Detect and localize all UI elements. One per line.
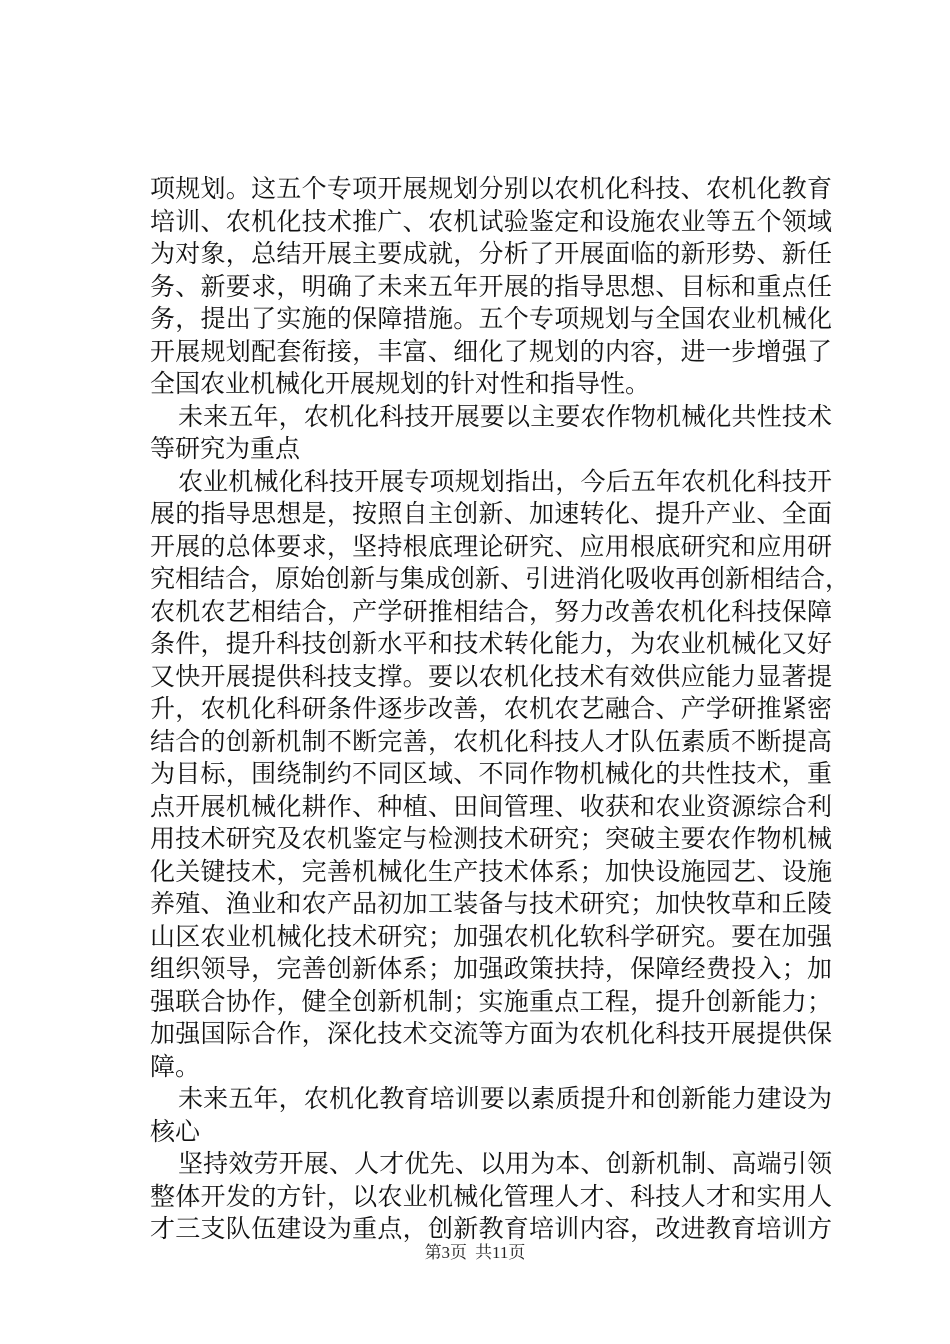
text-line: 务、新要求，明确了未来五年开展的指导思想、目标和重点任	[150, 271, 832, 301]
paragraph	[150, 1083, 832, 1148]
text-line: 强联合协作，健全创新机制；实施重点工程，提升创新能力；	[150, 986, 832, 1016]
text-line: 结合的创新机制不断完善，农机化科技人才队伍素质不断提高	[150, 726, 832, 756]
text-line: 条件，提升科技创新水平和技术转化能力，为农业机械化又好	[150, 629, 832, 658]
paragraph	[150, 401, 832, 466]
text-line: 究相结合，原始创新与集成创新、引进消化吸收再创新相结合，	[150, 564, 851, 593]
text-line: 全国农业机械化开展规划的针对性和指导性。	[150, 369, 651, 398]
text-line: 核心	[150, 1116, 201, 1146]
text-line: 组织领导，完善创新体系；加强政策扶持，保障经费投入；加	[150, 954, 832, 983]
text-line: 山区农业机械化技术研究；加强农机化软科学研究。要在加强	[150, 921, 832, 951]
text-line: 未来五年，农机化科技开展要以主要农作物机械化共性技术	[178, 401, 832, 431]
text-line: 点开展机械化耕作、种植、田间管理、收获和农业资源综合利	[150, 791, 832, 821]
text-line: 务，提出了实施的保障措施。五个专项规划与全国农业机械化	[150, 304, 832, 333]
text-line: 展的指导思想是，按照自主创新、加速转化、提升产业、全面	[150, 499, 832, 528]
paragraph	[150, 1148, 832, 1246]
text-line: 农业机械化科技开展专项规划指出，今后五年农机化科技开	[178, 466, 832, 496]
text-line: 又快开展提供科技支撑。要以农机化技术有效供应能力显著提	[150, 661, 832, 691]
text-line: 等研究为重点	[150, 434, 301, 463]
text-line: 培训、农机化技术推广、农机试验鉴定和设施农业等五个领域	[150, 206, 832, 236]
text-line: 未来五年，农机化教育培训要以素质提升和创新能力建设为	[178, 1084, 832, 1113]
text-line: 才三支队伍建设为重点，创新教育培训内容，改进教育培训方	[150, 1214, 832, 1243]
text-line: 整体开发的方针，以农业机械化管理人才、科技人才和实用人	[150, 1181, 832, 1211]
text-line: 升，农机化科研条件逐步改善，农机农艺融合、产学研推紧密	[150, 694, 832, 723]
page-total: 共11页	[475, 1243, 526, 1262]
text-line: 用技术研究及农机鉴定与检测技术研究；突破主要农作物机械	[150, 824, 832, 853]
text-line: 开展的总体要求，坚持根底理论研究、应用根底研究和应用研	[150, 531, 832, 561]
text-line: 为目标，围绕制约不同区域、不同作物机械化的共性技术，重	[150, 759, 832, 788]
paragraph	[150, 173, 832, 401]
text-line: 开展规划配套衔接，丰富、细化了规划的内容，进一步增强了	[150, 336, 832, 366]
text-line: 农机农艺相结合，产学研推相结合，努力改善农机化科技保障	[150, 596, 832, 626]
text-line: 养殖、渔业和农产品初加工装备与技术研究；加快牧草和丘陵	[150, 889, 832, 918]
text-line: 为对象，总结开展主要成就，分析了开展面临的新形势、新任	[150, 239, 832, 268]
text-line: 项规划。这五个专项开展规划分别以农机化科技、农机化教育	[150, 174, 832, 203]
page-number: 第3页	[424, 1243, 468, 1262]
text-line: 障。	[150, 1051, 201, 1081]
text-line: 加强国际合作，深化技术交流等方面为农机化科技开展提供保	[150, 1019, 832, 1048]
page-footer	[0, 1238, 950, 1263]
text-line: 坚持效劳开展、人才优先、以用为本、创新机制、高端引领	[178, 1149, 832, 1178]
paragraph	[150, 466, 851, 1084]
text-line: 化关键技术，完善机械化生产技术体系；加快设施园艺、设施	[150, 856, 832, 886]
document-body	[150, 173, 851, 1246]
